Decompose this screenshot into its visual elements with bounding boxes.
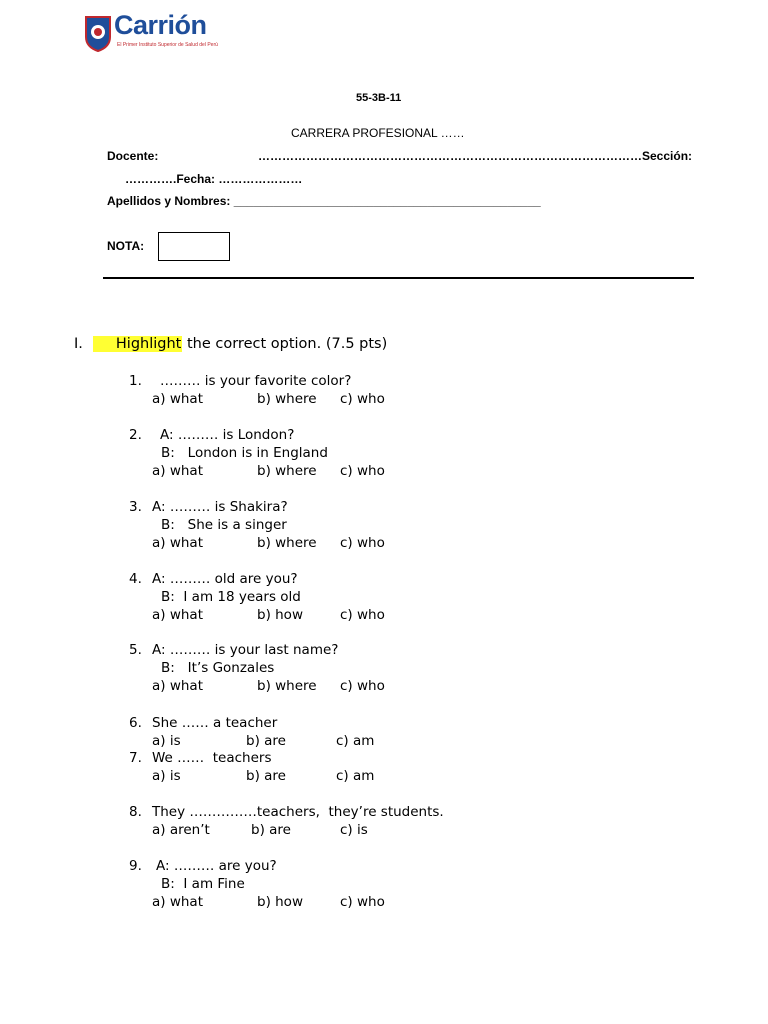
section-numeral: I. [74, 336, 83, 352]
option-c[interactable]: c) who [340, 535, 385, 551]
option-c[interactable]: c) is [340, 822, 368, 838]
question-answer-line: B: I am 18 years old [161, 589, 301, 605]
question-answer-line: B: It’s Gonzales [161, 660, 275, 676]
question-number: 2. [129, 427, 142, 443]
nota-label: NOTA: [107, 239, 145, 253]
option-c[interactable]: c) am [336, 733, 375, 749]
option-c[interactable]: c) who [340, 391, 385, 407]
question-number: 8. [129, 804, 142, 820]
question-text: They ……………teachers, they’re students. [152, 804, 444, 820]
option-b[interactable]: b) are [246, 768, 286, 784]
question-answer-line: B: London is in England [161, 445, 328, 461]
question-number: 3. [129, 499, 142, 515]
docente-label: Docente: [107, 149, 159, 163]
question-answer-line: B: She is a singer [161, 517, 287, 533]
question-text: She …… a teacher [152, 715, 278, 731]
option-a[interactable]: a) what [152, 894, 203, 910]
question-text: ……… is your favorite color? [160, 373, 352, 389]
nombres-field: Apellidos y Nombres: ______________________________________________ [107, 194, 541, 208]
fecha-field: ………….Fecha: ………………… [125, 172, 303, 186]
question-number: 6. [129, 715, 142, 731]
logo-wordmark: Carrión [114, 10, 207, 40]
question-answer-line: B: I am Fine [161, 876, 245, 892]
option-c[interactable]: c) am [336, 768, 375, 784]
section-instruction: the correct option. (7.5 pts) [186, 336, 388, 352]
option-a[interactable]: a) what [152, 535, 203, 551]
highlight-word: Highlight [93, 336, 182, 352]
question-text: A: ……… are you? [156, 858, 277, 874]
nota-box[interactable] [158, 232, 230, 261]
option-a[interactable]: a) aren’t [152, 822, 210, 838]
question-number: 4. [129, 571, 142, 587]
option-b[interactable]: b) where [257, 678, 317, 694]
header-divider [103, 277, 694, 279]
option-c[interactable]: c) who [340, 607, 385, 623]
carrera-title: CARRERA PROFESIONAL …… [291, 126, 465, 140]
option-c[interactable]: c) who [340, 894, 385, 910]
option-b[interactable]: b) are [246, 733, 286, 749]
option-b[interactable]: b) how [257, 607, 303, 623]
question-text: We …… teachers [152, 750, 272, 766]
section-title [74, 336, 387, 352]
question-text: A: ……… is Shakira? [152, 499, 288, 515]
option-c[interactable]: c) who [340, 678, 385, 694]
question-text: A: ……… is London? [160, 427, 295, 443]
option-b[interactable]: b) are [251, 822, 291, 838]
option-a[interactable]: a) what [152, 607, 203, 623]
question-text: A: ……… old are you? [152, 571, 298, 587]
option-a[interactable]: a) what [152, 391, 203, 407]
question-number: 7. [129, 750, 142, 766]
option-b[interactable]: b) how [257, 894, 303, 910]
question-number: 1. [129, 373, 142, 389]
option-b[interactable]: b) where [257, 463, 317, 479]
option-a[interactable]: a) is [152, 733, 181, 749]
option-a[interactable]: a) what [152, 678, 203, 694]
question-number: 9. [129, 858, 142, 874]
logo-tagline: El Primer Instituto Superior de Salud del Perú [117, 42, 218, 48]
option-b[interactable]: b) where [257, 391, 317, 407]
docente-seccion-field: ……………………………………………………………………………………Sección: [258, 149, 693, 163]
institute-shield-logo [84, 15, 112, 52]
question-text: A: ……… is your last name? [152, 642, 339, 658]
question-number: 5. [129, 642, 142, 658]
option-c[interactable]: c) who [340, 463, 385, 479]
option-a[interactable]: a) is [152, 768, 181, 784]
option-b[interactable]: b) where [257, 535, 317, 551]
exam-code: 55-3B-11 [356, 92, 402, 104]
option-a[interactable]: a) what [152, 463, 203, 479]
